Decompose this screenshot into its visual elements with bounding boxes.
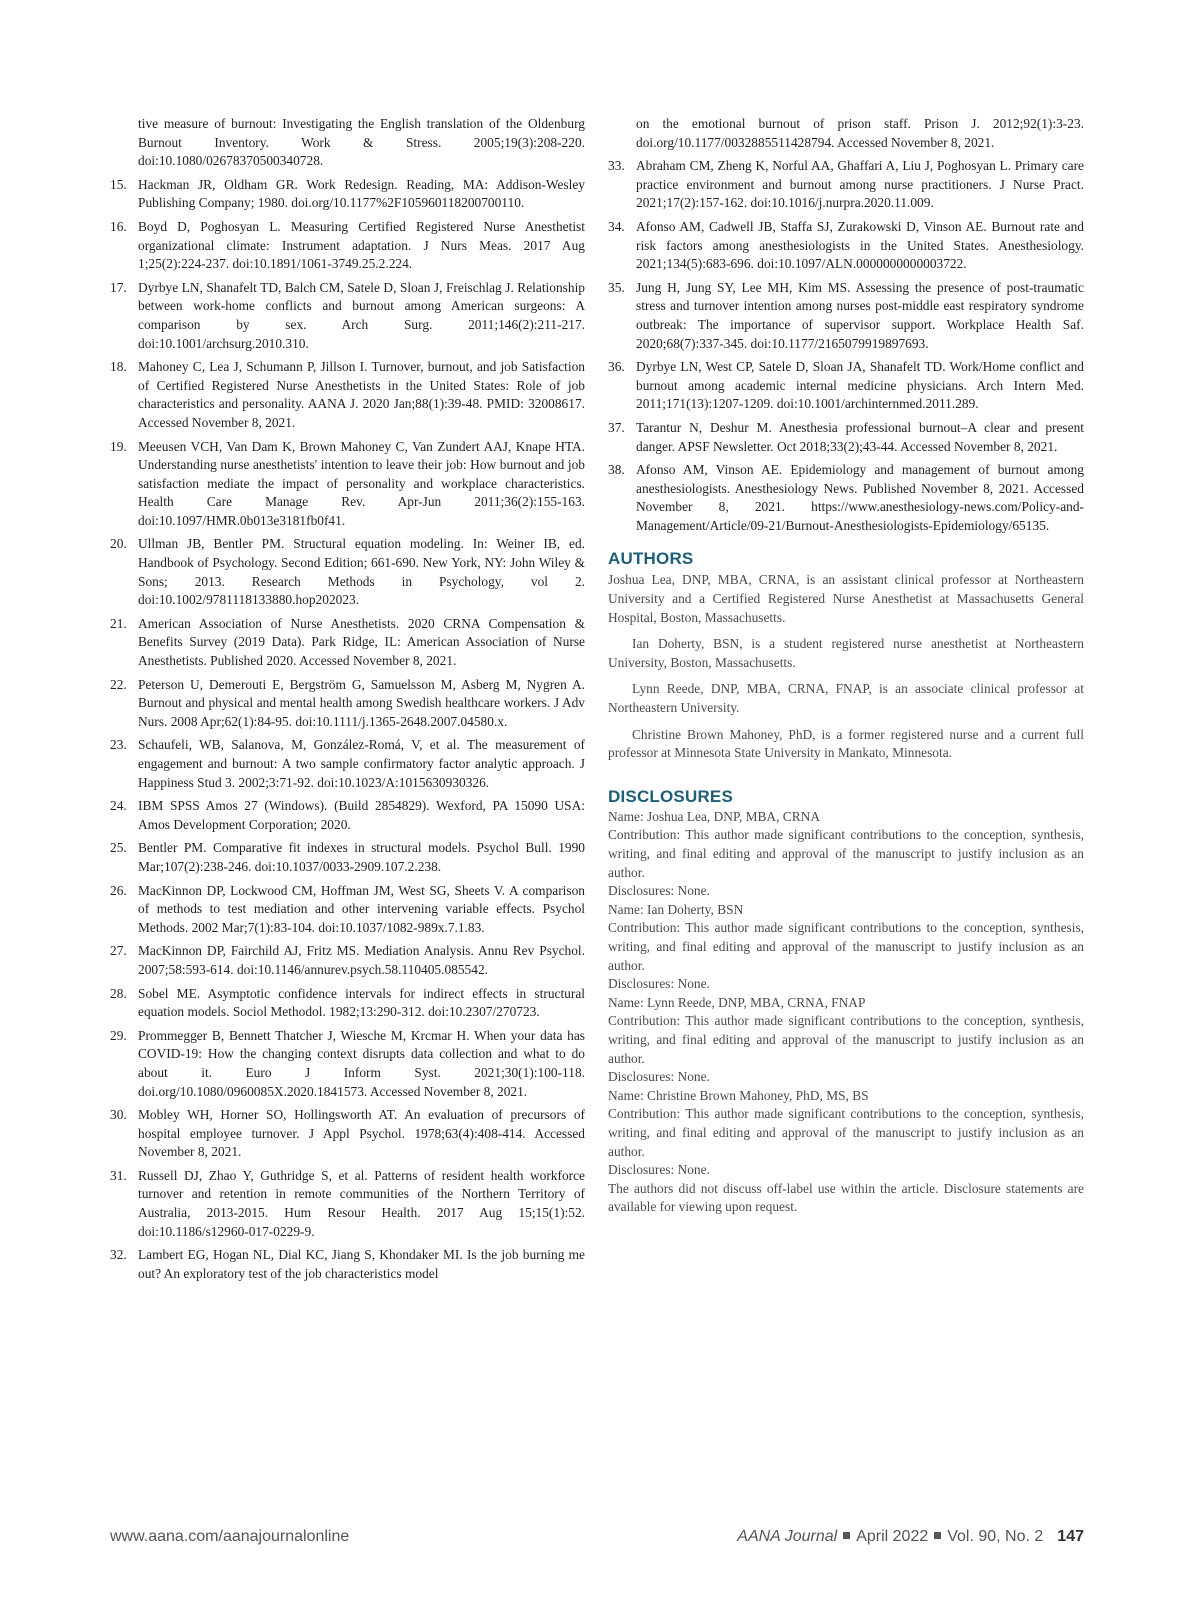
reference-item [608,115,1084,152]
author-bio: Joshua Lea, DNP, MBA, CRNA, is an assistant clinical professor at Northeastern University and a Certified Registered Nurse Anesthetist at Massachusetts General Hospital, Boston, Massachusetts. [608,572,1084,625]
disclosure-line: Disclosures: None. [608,1069,710,1085]
reference-text: Bentler PM. Comparative fit indexes in structural models. Psychol Bull. 1990 Mar;107(2):238-246. doi:10.1037/0033-2909.107.2.238. [138,840,585,874]
reference-item [110,358,585,432]
reference-text: Abraham CM, Zheng K, Norful AA, Ghaffari A, Liu J, Poghosyan L. Primary care practice environment and burnout among nurse practitioners. J Nurse Pract. 2021;17(2):157-162. doi:10.1016/j.nurpra.2020.11.009. [636,158,1084,211]
authors-heading: AUTHORS [608,549,694,569]
reference-number: 24. [110,798,127,814]
disclosures-heading: DISCLOSURES [608,786,733,806]
reference-text: MacKinnon DP, Lockwood CM, Hoffman JM, West SG, Sheets V. A comparison of methods to test mediation and other intervening variable effects. Psychol Methods. 2002 Mar;7(1):83-104. doi:10.1037/1082-989x.7.1.83. [138,882,585,935]
reference-text: IBM SPSS Amos 27 (Windows). (Build 2854829). Wexford, PA 15090 USA: Amos Development Corporation; 2020. [138,798,585,832]
reference-text: American Association of Nurse Anesthetists. 2020 CRNA Compensation & Benefits Survey (2019 Data). Park Ridge, IL: American Association of Nurse Anesthetists. Published 2020. Accessed November 8, 2021. [138,615,585,669]
reference-text: Mobley WH, Horner SO, Hollingsworth AT. An evaluation of precursors of hospital employee turnover. J Appl Psychol. 1978;63(4):408-414. Accessed November 8, 2021. [138,1107,585,1160]
disclosure-line: Name: Christine Brown Mahoney, PhD, MS, BS [608,1087,869,1103]
reference-item [110,1106,585,1162]
disclosure-line: Name: Ian Doherty, BSN [608,901,744,917]
reference-text: Tarantur N, Deshur M. Anesthesia professional burnout–A clear and present danger. APSF Newsletter. Oct 2018;33(2);43-44. Accessed November 8, 2021. [636,419,1084,454]
footer-citation [737,1528,1084,1546]
reference-item [608,279,1084,353]
reference-text: Lambert EG, Hogan NL, Dial KC, Jiang S, Khondaker MI. Is the job burning me out? An exploratory test of the job characteristics model [138,1247,585,1281]
reference-text: Sobel ME. Asymptotic confidence intervals for indirect effects in structural equation models. Sociol Methodol. 1982;13:290-312. doi:10.2307/270723. [138,985,585,1020]
page-number: 147 [1057,1528,1084,1545]
reference-number: 16. [110,218,127,234]
reference-number: 38. [608,462,625,478]
reference-item [110,176,585,213]
reference-text: Afonso AM, Cadwell JB, Staffa SJ, Zurakowski D, Vinson AE. Burnout rate and risk factors among anesthesiologists in the United States. Anesthesiology. 2021;134(5):683-696. doi:10.1097/ALN.0000000000003722. [636,218,1084,272]
reference-item [110,1167,585,1241]
reference-item [110,279,585,353]
reference-number: 27. [110,943,127,959]
disclosure-line: Disclosures: None. [608,976,710,992]
reference-text: Meeusen VCH, Van Dam K, Brown Mahoney C, Van Zundert AAJ, Knape HTA. Understanding nurse anesthetists' intention to leave their job: How burnout and job satisfaction mediate the impact of personality and workplace characteristics. Health Care Manage Rev. Apr-Jun 2011;36(2):155-163. doi:10.1097/HMR.0b013e3181fb0f41. [138,438,585,528]
reference-text: Dyrbye LN, Shanafelt TD, Balch CM, Satele D, Sloan J, Freischlag J. Relationship between work-home conflicts and burnout among American surgeons: A comparison by sex. Arch Surg. 2011;146(2):211-217. doi:10.1001/archsurg.2010.310. [138,279,585,351]
reference-text: on the emotional burnout of prison staff. Prison J. 2012;92(1):3-23. doi.org/10.1177/0032885511428794. Accessed November 8, 2021. [636,116,1084,150]
reference-item [110,115,585,171]
square-bullet-icon [843,1532,850,1539]
reference-text: Mahoney C, Lea J, Schumann P, Jillson I. Turnover, burnout, and job Satisfaction of Certified Registered Nurse Anesthetists in the United States: Role of job characteristics and personality. AANA J. 2020 Jan;88(1):39-48. PMID: 32008617. Accessed November 8, 2021. [138,359,585,430]
reference-number: 21. [110,615,127,631]
square-bullet-icon [934,1532,941,1539]
reference-text: MacKinnon DP, Fairchild AJ, Fritz MS. Mediation Analysis. Annu Rev Psychol. 2007;58:593-614. doi:10.1146/annurev.psych.58.110405.085542. [138,943,585,977]
reference-number: 26. [110,882,127,898]
footer-volume: Vol. 90, No. 2 [947,1528,1044,1545]
reference-text: Boyd D, Poghosyan L. Measuring Certified Registered Nurse Anesthetist organizational climate: Instrument adaptation. J Nurs Meas. 2017 Aug 1;25(2):224-237. doi:10.1891/1061-3749.25.2.224. [138,218,585,272]
disclosure-line: Disclosures: None. [608,1162,710,1178]
footer-url[interactable]: www.aana.com/aanajournalonline [110,1528,350,1545]
reference-text: tive measure of burnout: Investigating the English translation of the Oldenburg Burnout Inventory. Work & Stress. 2005;19(3):208-220. doi:10.1080/02678370500340728. [138,116,585,169]
reference-item [110,797,585,834]
reference-number: 31. [110,1167,127,1183]
reference-text: Afonso AM, Vinson AE. Epidemiology and management of burnout among anesthesiologists. Anesthesiology News. Published November 8, 2021. Accessed November 8, 2021. https://www.anesthesiology-news.com/Policy-and-Management/Article/09-21/Burnout-Anesthesiologists-Epidemiology/65135. [636,462,1084,533]
reference-item [110,882,585,938]
reference-number: 35. [608,279,625,295]
reference-item [110,736,585,792]
reference-item [110,1027,585,1101]
reference-item [110,676,585,732]
reference-text: Hackman JR, Oldham GR. Work Redesign. Reading, MA: Addison-Wesley Publishing Company; 1980. doi.org/10.1177%2F105960118200700110. [138,176,585,211]
reference-item [110,218,585,274]
author-bio: Ian Doherty, BSN, is a student registered nurse anesthetist at Northeastern University, Boston, Massachusetts. [608,636,1084,670]
disclosure-line: Contribution: This author made significant contributions to the conception, synthesis, writing, and final editing and approval of the manuscript to justify inclusion as an author. [608,827,1084,880]
reference-text: Dyrbye LN, West CP, Satele D, Sloan JA, Shanafelt TD. Work/Home conflict and burnout among academic internal medicine physicians. Arch Intern Med. 2011;171(13):1207-1209. doi:10.1001/archinternmed.2011.289. [636,359,1084,412]
reference-item [110,985,585,1022]
reference-number: 19. [110,438,127,454]
author-bio: Lynn Reede, DNP, MBA, CRNA, FNAP, is an associate clinical professor at Northeastern University. [608,681,1084,716]
reference-number: 33. [608,158,625,174]
reference-item [608,358,1084,414]
reference-item [110,535,585,609]
disclosure-line: Contribution: This author made significant contributions to the conception, synthesis, writing, and final editing and approval of the manuscript to justify inclusion as an author. [608,1106,1084,1159]
reference-number: 32. [110,1247,127,1263]
reference-text: Schaufeli, WB, Salanova, M, González-Romá, V, et al. The measurement of engagement and burnout: A two sample confirmatory factor analytic approach. J Happiness Stud 3. 2002;3:71-92. doi:10.1023/A:1015630930326. [138,737,585,790]
reference-text: Jung H, Jung SY, Lee MH, Kim MS. Assessing the presence of post-traumatic stress and turnover intention among nurses post-middle east respiratory syndrome outbreak: The importance of supervisor support. Workplace Health Saf. 2020;68(7):337-345. doi:10.1177/2165079919897693. [636,279,1084,351]
disclosure-line: Name: Lynn Reede, DNP, MBA, CRNA, FNAP [608,994,866,1010]
author-bio: Christine Brown Mahoney, PhD, is a former registered nurse and a current full professor at Minnesota State University in Mankato, Minnesota. [608,726,1084,761]
reference-item [110,942,585,979]
disclosure-line: The authors did not discuss off-label use within the article. Disclosure statements are available for viewing upon request. [608,1180,1084,1215]
disclosure-line: Disclosures: None. [608,883,710,899]
disclosure-line: Contribution: This author made significant contributions to the conception, synthesis, writing, and final editing and approval of the manuscript to justify inclusion as an author. [608,1013,1084,1066]
references-right-column [608,115,1084,1217]
reference-item [608,419,1084,456]
reference-item [608,218,1084,274]
reference-text: Prommegger B, Bennett Thatcher J, Wiesche M, Krcmar H. When your data has COVID-19: How the changing context disrupts data collection and what to do about it. Euro J Inform Syst. 2021;30(1):100-118. doi.org/10.1080/0960085X.2020.1841573. Accessed November 8, 2021. [138,1027,585,1099]
reference-number: 34. [608,218,625,234]
reference-number: 23. [110,737,127,753]
reference-item [110,1246,585,1283]
reference-number: 30. [110,1107,127,1123]
reference-item [110,438,585,531]
reference-number: 25. [110,840,127,856]
reference-number: 37. [608,419,625,435]
reference-text: Ullman JB, Bentler PM. Structural equation modeling. In: Weiner IB, ed. Handbook of Psychology. Second Edition; 661-690. New York, NY: John Wiley & Sons; 2013. Research Methods in Psychology, vol 2. doi:10.1002/9781118133880.hop202023. [138,536,585,608]
reference-item [608,157,1084,213]
reference-item [110,615,585,671]
reference-number: 36. [608,359,625,375]
reference-text: Russell DJ, Zhao Y, Guthridge S, et al. Patterns of resident health workforce turnover and retention in remote communities of the Northern Territory of Australia, 2013-2015. Hum Resour Health. 2017 Aug 15;15(1):52. doi:10.1186/s12960-017-0229-9. [138,1167,585,1239]
disclosure-line: Contribution: This author made significant contributions to the conception, synthesis, writing, and final editing and approval of the manuscript to justify inclusion as an author. [608,920,1084,973]
references-left-column [110,115,585,1288]
reference-number: 20. [110,536,127,552]
reference-item [608,461,1084,535]
reference-item [110,839,585,876]
reference-number: 18. [110,359,127,375]
reference-number: 17. [110,279,127,295]
footer-date: April 2022 [856,1528,929,1545]
reference-text: Peterson U, Demerouti E, Bergström G, Samuelsson M, Asberg M, Nygren A. Burnout and physical and mental health among Swedish healthcare workers. J Adv Nurs. 2008 Apr;62(1):84-95. doi:10.1111/j.1365-2648.2007.04580.x. [138,676,585,729]
disclosure-line: Name: Joshua Lea, DNP, MBA, CRNA [608,808,821,824]
reference-number: 15. [110,176,127,192]
footer-journal: AANA Journal [737,1528,838,1545]
reference-number: 28. [110,985,127,1001]
reference-number: 22. [110,676,127,692]
reference-number: 29. [110,1027,127,1043]
